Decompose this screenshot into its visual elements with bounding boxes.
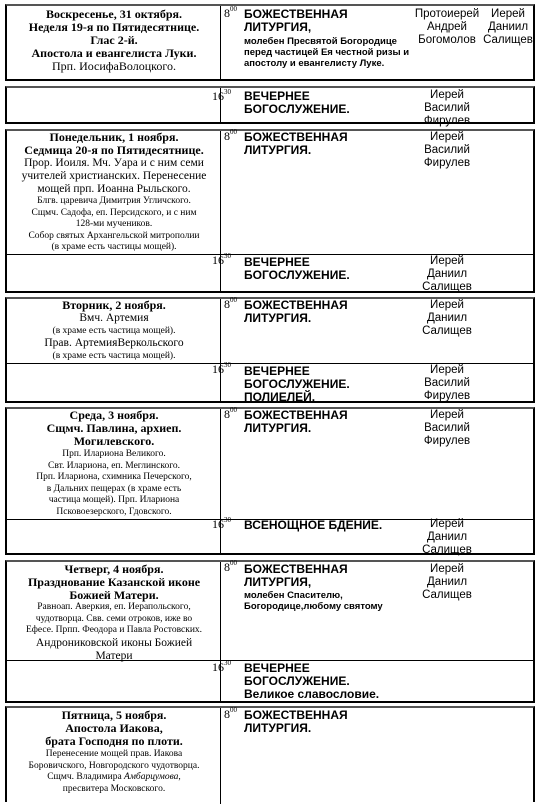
column-divider xyxy=(220,562,221,701)
day-header: Вторник, 2 ноября. Вмч. Артемия (в храме есть частица мощей). Прав. АртемияВеркольского (в храме есть частица мощей). xyxy=(44,298,184,361)
service-title: ВЕЧЕРНЕЕ БОГОСЛУЖЕНИЕ. Великое славословие. xyxy=(244,661,380,701)
service-title: БОЖЕСТВЕННАЯ ЛИТУРГИЯ. xyxy=(244,708,348,735)
day-header: Понедельник, 1 ноября. Седмица 20-я по Пятидесятнице. Прор. Иоиля. Мч. Уара и с ним семи учителей христианских. Перенесение мощей прп. Иоанна Рыльского. Блгв. царевича Димитрия Угличского. Сщмч. Садофа, еп. Персидского, и с ним 128-ми мучеников. Собор святых Архангельской митрополии (в храме есть частицы мощей). xyxy=(21,130,207,252)
service-time: $16^{30}$ xyxy=(212,516,231,531)
priest-name: Иерей Василий Фирулев xyxy=(423,89,471,127)
day-line-mixed: Сщмч. Владимира Амбарцумова, xyxy=(47,772,181,782)
service-title: БОЖЕСТВЕННАЯ ЛИТУРГИЯ. xyxy=(244,130,348,157)
day-line: Неделя 19-я по Пятидесятнице. xyxy=(28,20,200,34)
priest-name: Иерей Василий Фирулев xyxy=(423,409,471,447)
service-time: $8^{00}$ xyxy=(224,559,237,574)
service-title: ВЕЧЕРНЕЕ БОГОСЛУЖЕНИЕ. ПОЛИЕЛЕЙ. xyxy=(244,364,350,404)
service-title: ВЕЧЕРНЕЕ БОГОСЛУЖЕНИЕ. xyxy=(244,255,350,282)
column-divider xyxy=(220,6,221,79)
service-title: ВЕЧЕРНЕЕ БОГОСЛУЖЕНИЕ. xyxy=(244,89,350,116)
service-time: $16^{30}$ xyxy=(212,659,231,674)
priest-name: Иерей Василий Фирулев xyxy=(423,364,471,402)
service-time: $16^{30}$ xyxy=(212,88,231,103)
day-line: Глас 2-й. xyxy=(90,33,138,47)
service-time: $8^{00}$ xyxy=(224,296,237,311)
day-date: Воскресенье, 31 октября. xyxy=(45,7,183,21)
priest-name: Протоиерей Андрей Богомолов xyxy=(414,8,480,46)
priest-name: Иерей Даниил Салищев xyxy=(483,8,533,46)
column-divider xyxy=(220,299,221,401)
service-title: БОЖЕСТВЕННАЯ ЛИТУРГИЯ, молебен Спасителю, Богородице,любому святому xyxy=(244,562,383,612)
priest-name: Иерей Даниил Салищев xyxy=(422,299,472,337)
day-line: Апостола и евангелиста Луки. xyxy=(31,46,197,60)
service-title: ВСЕНОЩНОЕ БДЕНИЕ. xyxy=(244,518,383,532)
priest-name: Иерей Даниил Салищев xyxy=(422,518,472,556)
day-header: Среда, 3 ноября. Сщмч. Павлина, архиеп. Могилевского. Прп. Илариона Великого. Свт. Илариона, еп. Меглинского. Прп. Илариона, схимника Печерского, в Дальних пещерах (в храме есть частица мощей). Прп. Илариона Псковоезерского, Гдовского. xyxy=(36,408,192,517)
service-time: $8^{00}$ xyxy=(224,706,237,721)
day-header xyxy=(8,8,220,73)
service-title: БОЖЕСТВЕННАЯ ЛИТУРГИЯ. xyxy=(244,408,348,435)
day-header: Четверг, 4 ноября. Празднование Казанской иконе Божией Матери. Равноап. Аверкия, еп. Иерапольского, чудотворца. Свв. семи отроков, иже во Ефесе. Прпп. Феодора и Павла Ростовских. Андрониковской иконы Божией Матери xyxy=(25,562,203,662)
service-time: $8^{00}$ xyxy=(224,5,237,20)
day-line: Прп. ИосифаВолоцкого. xyxy=(51,59,176,73)
service-title: БОЖЕСТВЕННАЯ ЛИТУРГИЯ. xyxy=(244,298,348,325)
service-time: $16^{30}$ xyxy=(212,252,231,267)
service-time: $16^{30}$ xyxy=(212,361,231,376)
service-time: $8^{00}$ xyxy=(224,406,237,421)
priest-name: Иерей Даниил Салищев xyxy=(422,563,472,601)
day-header: Пятница, 5 ноября. Апостола Иакова, брата Господня по плоти. Перенесение мощей прав. Иакова Боровичского, Новгородского чудотворца. Сщмч. Владимира Амбарцумова, пресвитера Московского. xyxy=(8,709,220,795)
priest-name: Иерей Даниил Салищев xyxy=(422,255,472,293)
column-divider xyxy=(220,708,221,804)
priest-name: Иерей Василий Фирулев xyxy=(423,131,471,169)
service-title: БОЖЕСТВЕННАЯ ЛИТУРГИЯ, молебен Пресвятой Богородице перед частицей Ея честной ризы и апостолу и евангелисту Луке. xyxy=(244,7,410,69)
service-time: $8^{00}$ xyxy=(224,128,237,143)
